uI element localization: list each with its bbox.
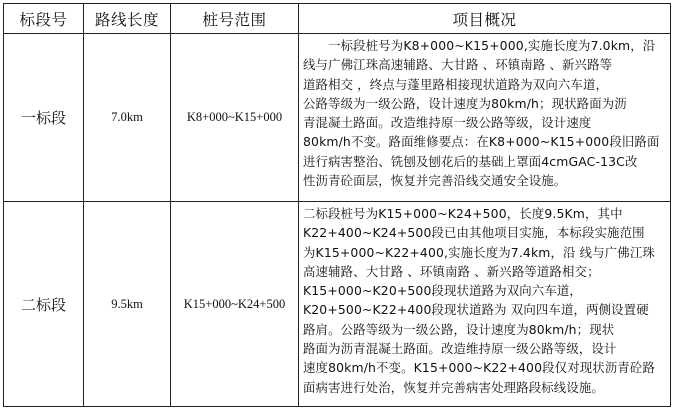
description-line: 青混凝土路面。改造维持原一级公路等级，设计速度 bbox=[303, 115, 592, 131]
cell-section: 一标段 bbox=[4, 34, 84, 202]
header-route-length: 路线长度 bbox=[84, 4, 171, 34]
description-line: 进行病害整治、铣刨及刨花后的基础上罩面4cmGAC-13C改 bbox=[303, 153, 638, 169]
description-line: K22+400~K24+500段已由其他项目实施，本标段实施范围 bbox=[303, 225, 645, 241]
description-line: 二标段桩号为K15+000~K24+500，长度9.5Km，其中 bbox=[303, 206, 623, 221]
description-line: 路肩。公路等级为一级公路，设计速度为80km/h；现状 bbox=[303, 321, 615, 337]
cell-length: 7.0km bbox=[84, 34, 171, 202]
cell-section: 二标段 bbox=[4, 202, 84, 407]
description-line: K15+000~K20+500段现状道路为双向六车道， bbox=[303, 283, 582, 299]
description-line: 一标段桩号为K8+000~K15+000,实施长度为7.0km，沿 bbox=[303, 38, 656, 53]
cell-description bbox=[299, 202, 671, 407]
table-row bbox=[4, 34, 671, 202]
description-line: 性沥青砼面层，恢复并完善沿线交通安全设施。 bbox=[303, 173, 567, 189]
description-line: 速度80km/h不变。K15+000~K22+400段仅对现状沥青砼路 bbox=[303, 360, 655, 376]
description-line: 高速辅路、大甘路 、环镇南路 、新兴路等道路相交； bbox=[303, 263, 600, 279]
description-line: 线与广佛江珠高速辅路、大甘路 、环镇南路 、新兴路等 bbox=[303, 57, 613, 73]
header-project-overview: 项目概况 bbox=[299, 4, 671, 34]
description-line: 80km/h不变。路面维修要点：在K8+000~K15+000段旧路面 bbox=[303, 134, 660, 150]
cell-description bbox=[299, 34, 671, 202]
description-line: K20+500~K22+400段现状道路为 双向四车道，两侧设置硬 bbox=[303, 302, 649, 318]
header-section: 标段号 bbox=[4, 4, 84, 34]
table-row bbox=[4, 202, 671, 407]
description-line: 为K15+000~K22+400,实施长度为7.4km，沿 线与广佛江珠 bbox=[303, 244, 655, 260]
header-row bbox=[4, 4, 671, 34]
cell-length: 9.5km bbox=[84, 202, 171, 407]
description-line: 面病害进行处治，恢复并完善病害处理路段标线设施。 bbox=[303, 379, 604, 395]
header-station-range: 桩号范围 bbox=[171, 4, 299, 34]
cell-station-range: K15+000~K24+500 bbox=[171, 202, 299, 407]
description-line: 路面为沥青混凝土路面。改造维持原一级公路等级，设计 bbox=[303, 341, 617, 357]
description-line: 公路等级为一级公路，设计速度为80km/h；现状路面为沥 bbox=[303, 95, 627, 111]
description-line: 道路相交 ，终点与蓬里路相接现状道路为双向六车道， bbox=[303, 76, 609, 92]
cell-station-range: K8+000~K15+000 bbox=[171, 34, 299, 202]
project-summary-table bbox=[3, 3, 671, 407]
